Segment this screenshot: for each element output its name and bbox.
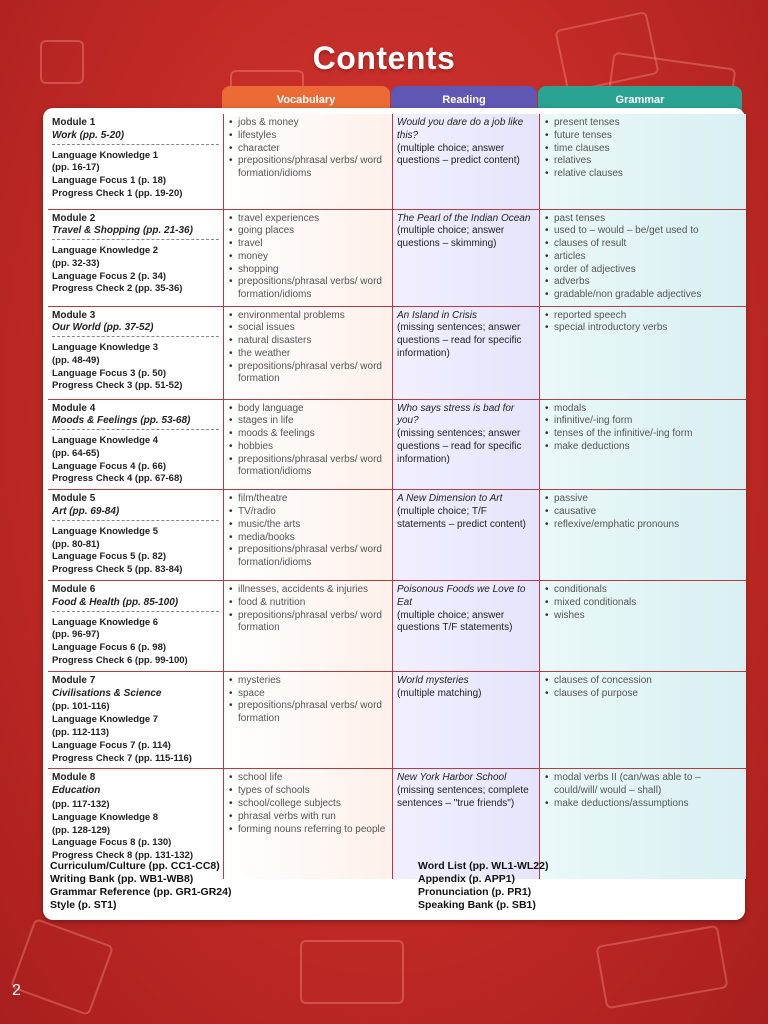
reading-task: (multiple choice; T/F statements – predict content) <box>397 506 526 530</box>
module-number: Module 5 <box>52 493 96 505</box>
module-subsection: Language Focus 8 (p. 130) <box>52 837 172 849</box>
module-subsection: Language Knowledge 6 <box>52 616 159 628</box>
vocabulary-item: • the weather <box>238 348 388 361</box>
module-subsection: (pp. 64-65) <box>52 447 100 459</box>
footer-item: Style (p. ST1) <box>50 899 117 911</box>
module-number: Module 3 <box>52 309 96 321</box>
grammar-item: • modal verbs II (can/was able to – could/will/ would – shall) <box>554 772 742 798</box>
module-number: Module 1 <box>52 117 96 128</box>
module-subsection: Language Focus 1 (p. 18) <box>52 175 167 187</box>
background-shape <box>10 918 114 1016</box>
grammar-item: • clauses of purpose <box>554 688 742 701</box>
vocabulary-item: • prepositions/phrasal verbs/ word formation/idioms <box>238 276 388 302</box>
module-subsection: (pp. 112-113) <box>52 727 110 739</box>
module-cell <box>48 114 224 209</box>
reading-title: Who says stress is bad for you? <box>397 402 515 427</box>
module-number: Module 4 <box>52 402 96 414</box>
vocabulary-cell <box>224 581 393 672</box>
grammar-cell <box>540 769 747 879</box>
module-subsection: Language Knowledge 3 <box>52 342 159 354</box>
module-row <box>48 114 746 209</box>
module-row <box>48 399 746 490</box>
module-title: Art (pp. 69-84) <box>52 506 219 521</box>
grammar-item: • infinitive/-ing form <box>554 415 742 428</box>
grammar-item: • make deductions/assumptions <box>554 798 742 811</box>
vocabulary-item: • travel experiences <box>238 213 388 226</box>
module-subsection: Language Focus 3 (p. 50) <box>52 367 167 379</box>
module-title: Education <box>52 785 101 797</box>
reading-cell <box>393 209 540 306</box>
grammar-item: • make deductions <box>554 441 742 454</box>
grammar-item: • adverbs <box>554 276 742 289</box>
vocabulary-item: • phrasal verbs with run <box>238 811 388 824</box>
module-number: Module 7 <box>52 674 96 686</box>
reading-title: World mysteries <box>397 674 469 686</box>
vocabulary-item: • environmental problems <box>238 310 388 323</box>
vocabulary-item: • prepositions/phrasal verbs/ word formation/idioms <box>238 155 388 181</box>
footer-item: Appendix (p. APP1) <box>418 873 516 885</box>
module-cell <box>48 399 224 490</box>
grammar-item: • past tenses <box>554 213 742 226</box>
reading-title: New York Harbor School <box>397 772 507 784</box>
vocabulary-item: • lifestyles <box>238 130 388 143</box>
grammar-cell <box>540 581 747 672</box>
vocabulary-cell <box>224 209 393 306</box>
module-subsection: Language Focus 7 (p. 114) <box>52 739 171 751</box>
grammar-item: • clauses of concession <box>554 675 742 688</box>
reading-title: Would you dare do a job like this? <box>397 117 524 141</box>
grammar-item: • present tenses <box>554 117 742 130</box>
reading-task: (missing sentences; answer questions – read for specific information) <box>397 428 522 465</box>
reading-task: (multiple matching) <box>397 687 482 699</box>
vocabulary-item: • food & nutrition <box>238 597 388 610</box>
reading-cell <box>393 671 540 769</box>
module-subsection: Progress Check 3 (pp. 51-52) <box>52 380 183 392</box>
module-cell <box>48 306 224 399</box>
module-cell <box>48 671 224 769</box>
grammar-item: • gradable/non gradable adjectives <box>554 289 742 302</box>
module-number: Module 6 <box>52 584 96 596</box>
footer-item: Word List (pp. WL1-WL22) <box>418 860 549 872</box>
module-subsection: (pp. 101-116) <box>52 701 110 713</box>
vocabulary-cell <box>224 671 393 769</box>
background-shape <box>300 940 404 1004</box>
vocabulary-item: • stages in life <box>238 415 388 428</box>
vocabulary-item: • school/college subjects <box>238 798 388 811</box>
module-subsection: (pp. 80-81) <box>52 538 100 550</box>
vocabulary-item: • money <box>238 251 388 264</box>
module-title: Work (pp. 5-20) <box>52 130 219 145</box>
grammar-item: • future tenses <box>554 130 742 143</box>
vocabulary-item: • prepositions/phrasal verbs/ word formation <box>238 361 388 387</box>
reading-task: (missing sentences; complete sentences – "true friends") <box>397 785 529 810</box>
module-subsection: (pp. 117-132) <box>52 799 110 811</box>
reading-cell <box>393 581 540 672</box>
vocabulary-item: • types of schools <box>238 785 388 798</box>
footer-item: Writing Bank (pp. WB1-WB8) <box>50 873 194 885</box>
reading-title: A New Dimension to Art <box>397 493 503 505</box>
vocabulary-item: • illnesses, accidents & injuries <box>238 584 388 597</box>
footer-item: Curriculum/Culture (pp. CC1-CC8) <box>50 860 220 872</box>
grammar-item: • clauses of result <box>554 238 742 251</box>
module-subsection: Language Knowledge 7 <box>52 714 159 726</box>
module-subsection: Language Focus 5 (p. 82) <box>52 551 167 563</box>
grammar-cell <box>540 306 747 399</box>
module-title: Travel & Shopping (pp. 21-36) <box>52 225 219 240</box>
grammar-item: • reported speech <box>554 310 742 323</box>
grammar-item: • special introductory verbs <box>554 322 742 335</box>
grammar-item: • modals <box>554 403 742 416</box>
module-subsection: Progress Check 8 (pp. 131-132) <box>52 850 193 862</box>
grammar-item: • articles <box>554 251 742 264</box>
vocabulary-item: • body language <box>238 403 388 416</box>
module-subsection: (pp. 16-17) <box>52 162 100 174</box>
reading-title: An Island in Crisis <box>397 309 478 321</box>
module-subsection: Language Focus 2 (p. 34) <box>52 270 167 282</box>
module-number: Module 2 <box>52 212 96 224</box>
vocabulary-item: • music/the arts <box>238 519 388 532</box>
module-subsection: (pp. 96-97) <box>52 629 100 641</box>
grammar-item: • mixed conditionals <box>554 597 742 610</box>
module-subsection: (pp. 128-129) <box>52 824 111 836</box>
reading-task: (multiple choice; answer questions – skimming) <box>397 225 505 250</box>
module-subsection: Language Focus 6 (p. 98) <box>52 642 167 654</box>
reading-title: Poisonous Foods we Love to Eat <box>397 584 526 608</box>
grammar-cell <box>540 114 747 209</box>
module-subsection: (pp. 32-33) <box>52 257 100 269</box>
grammar-item: • time clauses <box>554 143 742 156</box>
grammar-cell <box>540 490 747 581</box>
module-title: Moods & Feelings (pp. 53-68) <box>52 415 219 430</box>
vocabulary-item: • TV/radio <box>238 506 388 519</box>
vocabulary-item: • space <box>238 688 388 701</box>
module-row <box>48 490 746 581</box>
module-subsection: Progress Check 5 (pp. 83-84) <box>52 564 183 576</box>
footer-left-list <box>50 860 231 912</box>
vocabulary-item: • prepositions/phrasal verbs/ word formation/idioms <box>238 454 388 480</box>
module-subsection: Progress Check 1 (pp. 19-20) <box>52 187 183 199</box>
vocabulary-item: • mysteries <box>238 675 388 688</box>
footer-item: Grammar Reference (pp. GR1-GR24) <box>50 886 232 898</box>
vocabulary-item: • social issues <box>238 322 388 335</box>
module-subsection: Language Knowledge 4 <box>52 435 159 447</box>
vocabulary-column-header: Vocabulary <box>222 86 390 114</box>
reading-task: (multiple choice; answer questions – predict content) <box>397 142 520 167</box>
footer-item: Pronunciation (p. PR1) <box>418 886 532 898</box>
module-subsection: Language Focus 4 (p. 66) <box>52 460 167 472</box>
reading-cell <box>393 399 540 490</box>
vocabulary-item: • hobbies <box>238 441 388 454</box>
grammar-item: • relatives <box>554 155 742 168</box>
vocabulary-item: • shopping <box>238 264 388 277</box>
background-shape <box>595 925 728 1010</box>
contents-table <box>48 114 746 879</box>
reading-task: (multiple choice; answer questions T/F statements) <box>397 609 513 634</box>
vocabulary-cell <box>224 490 393 581</box>
module-row <box>48 306 746 399</box>
grammar-item: • tenses of the infinitive/-ing form <box>554 428 742 441</box>
module-subsection: Language Knowledge 1 <box>52 149 159 161</box>
reading-task: (missing sentences; answer questions – read for specific information) <box>397 322 522 359</box>
grammar-item: • wishes <box>554 610 742 623</box>
grammar-item: • relative clauses <box>554 168 742 181</box>
vocabulary-item: • forming nouns referring to people <box>238 824 388 837</box>
module-subsection: Progress Check 4 (pp. 67-68) <box>52 473 183 485</box>
grammar-item: • conditionals <box>554 584 742 597</box>
reading-cell <box>393 114 540 209</box>
footer-item: Speaking Bank (p. SB1) <box>418 899 536 911</box>
vocabulary-cell <box>224 399 393 490</box>
module-title: Food & Health (pp. 85-100) <box>52 597 219 612</box>
reading-cell <box>393 306 540 399</box>
module-title: Civilisations & Science <box>52 687 162 699</box>
vocabulary-item: • character <box>238 143 388 156</box>
grammar-item: • reflexive/emphatic pronouns <box>554 519 742 532</box>
module-cell <box>48 209 224 306</box>
module-cell <box>48 490 224 581</box>
vocabulary-cell <box>224 769 393 879</box>
module-subsection: Language Knowledge 5 <box>52 525 159 537</box>
grammar-item: • passive <box>554 493 742 506</box>
module-title: Our World (pp. 37-52) <box>52 322 219 337</box>
page-number: 2 <box>12 982 21 999</box>
vocabulary-cell <box>224 306 393 399</box>
vocabulary-item: • going places <box>238 225 388 238</box>
vocabulary-item: • moods & feelings <box>238 428 388 441</box>
module-row <box>48 671 746 769</box>
grammar-item: • causative <box>554 506 742 519</box>
vocabulary-item: • media/books <box>238 532 388 545</box>
grammar-item: • order of adjectives <box>554 264 742 277</box>
module-number: Module 8 <box>52 772 96 784</box>
grammar-cell <box>540 399 747 490</box>
vocabulary-item: • natural disasters <box>238 335 388 348</box>
page-title: Contents <box>312 40 456 76</box>
grammar-column-header: Grammar <box>538 86 742 114</box>
vocabulary-item: • travel <box>238 238 388 251</box>
reading-cell <box>393 490 540 581</box>
module-subsection: Progress Check 2 (pp. 35-36) <box>52 283 183 295</box>
module-subsection: Language Knowledge 2 <box>52 245 159 257</box>
grammar-item: • used to – would – be/get used to <box>554 225 742 238</box>
vocabulary-item: • prepositions/phrasal verbs/ word formation/idioms <box>238 544 388 570</box>
vocabulary-item: • jobs & money <box>238 117 388 130</box>
module-subsection: Progress Check 6 (pp. 99-100) <box>52 655 188 667</box>
vocabulary-item: • school life <box>238 772 388 785</box>
vocabulary-item: • prepositions/phrasal verbs/ word formation <box>238 700 388 726</box>
reading-title: The Pearl of the Indian Ocean <box>397 212 531 224</box>
vocabulary-item: • film/theatre <box>238 493 388 506</box>
module-cell <box>48 581 224 672</box>
module-subsection: Progress Check 7 (pp. 115-116) <box>52 752 192 764</box>
vocabulary-item: • prepositions/phrasal verbs/ word formation <box>238 610 388 636</box>
module-subsection: Language Knowledge 8 <box>52 811 159 823</box>
grammar-cell <box>540 209 747 306</box>
reading-column-header: Reading <box>391 86 537 114</box>
module-row <box>48 581 746 672</box>
vocabulary-cell <box>224 114 393 209</box>
grammar-cell <box>540 671 747 769</box>
footer-right-list <box>418 860 548 912</box>
module-subsection: (pp. 48-49) <box>52 354 100 366</box>
module-row <box>48 209 746 306</box>
